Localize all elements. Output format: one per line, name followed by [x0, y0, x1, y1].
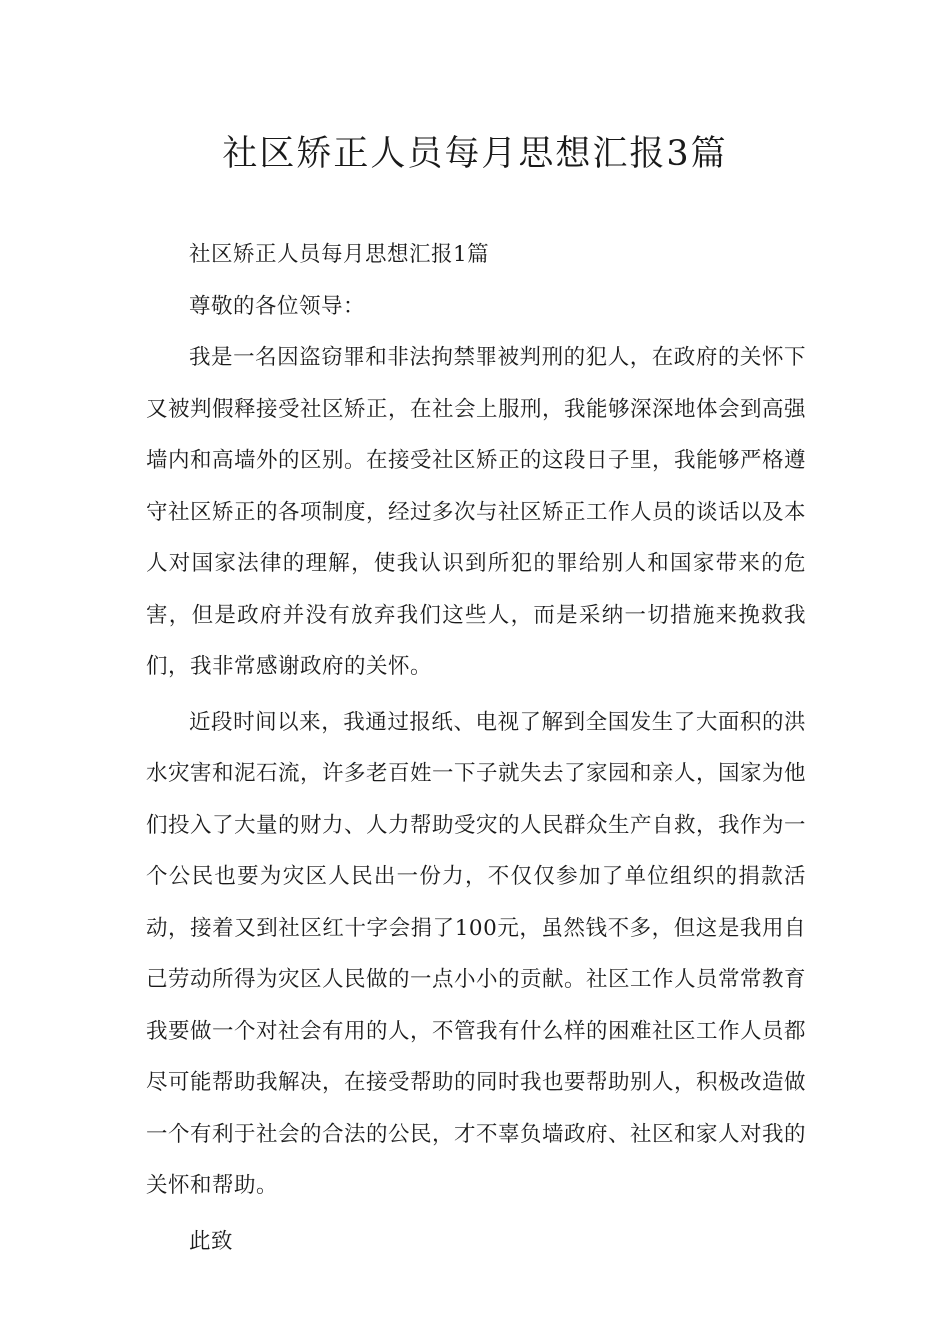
salutation: 尊敬的各位领导： [189, 293, 366, 319]
document-title: 社区矫正人员每月思想汇报3篇 [222, 134, 728, 174]
section-heading: 社区矫正人员每月思想汇报1篇 [189, 242, 490, 267]
body-paragraph-1: 我是一名因盗窃罪和非法拘禁罪被判刑的犯人，在政府的关怀下又被判假释接受社区矫正，在社会上服刑，我能够深深地体会到高强墙内和高墙外的区别。在接受社区矫正的这段日子里，我能够严格遵守社区矫正的各项制度，经过多次与社区矫正工作人员的谈话以及本人对国家法律的理解，使我认识到所犯的罪给别人和国家带来的危害，但是政府并没有放弃我们这些人，而是采纳一切措施来挽救我们，我非常感谢政府的关怀。 [146, 345, 807, 679]
closing-line: 此致 [189, 1228, 234, 1254]
document-body [146, 229, 806, 1267]
body-paragraph-2: 近段时间以来，我通过报纸、电视了解到全国发生了大面积的洪水灾害和泥石流，许多老百姓一下子就失去了家园和亲人，国家为他们投入了大量的财力、人力帮助受灾的人民群众生产自救，我作为一个公民也要为灾区人民出一份力，不仅仅参加了单位组织的捐款活动，接着又到社区红十字会捐了100元，虽然钱不多，但这是我用自己劳动所得为灾区人民做的一点小小的贡献。社区工作人员常常教育我要做一个对社会有用的人，不管我有什么样的困难社区工作人员都尽可能帮助我解决，在接受帮助的同时我也要帮助别人，积极改造做一个有利于社会的合法的公民，才不辜负墙政府、社区和家人对我的关怀和帮助。 [146, 709, 807, 1198]
